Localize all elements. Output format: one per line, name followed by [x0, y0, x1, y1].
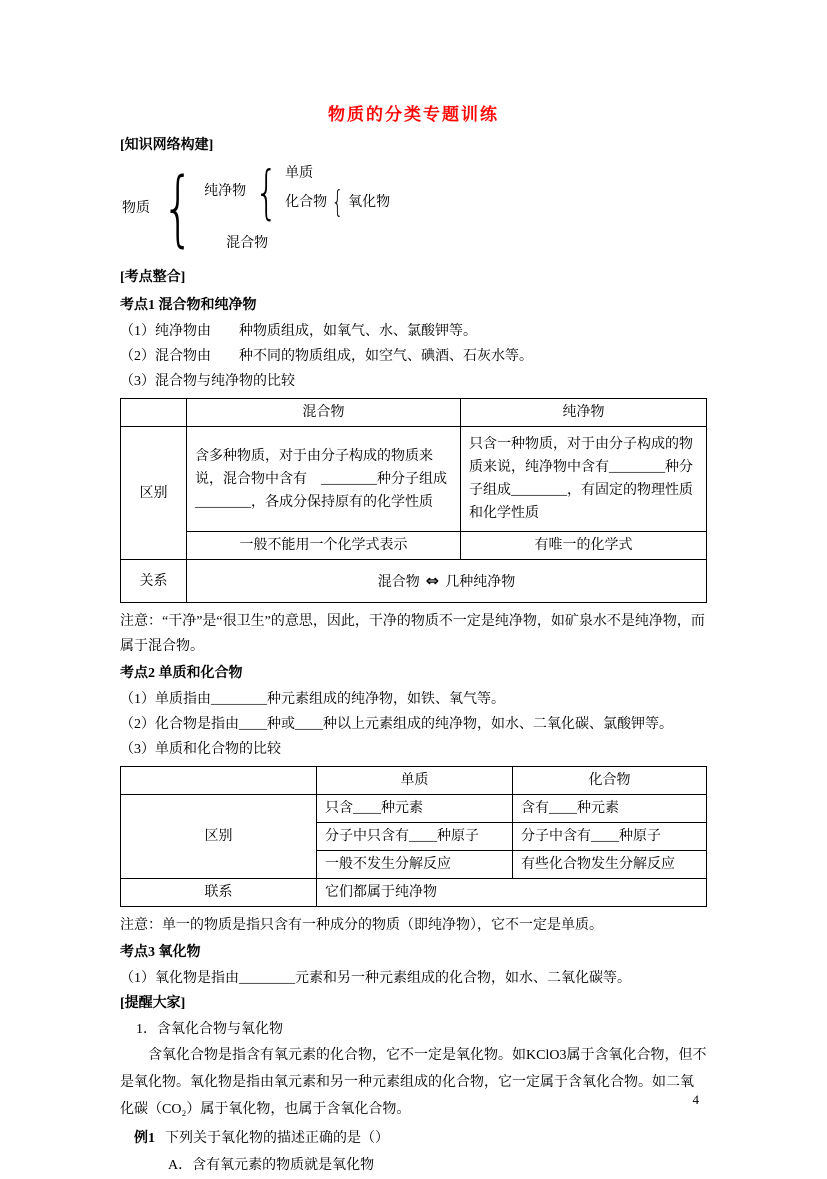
mixture-vs-pure-table — [120, 398, 707, 603]
cell-row3-compound: 有些化合物发生分解反应 — [513, 851, 707, 879]
section-header-key-points: [考点整合] — [120, 270, 186, 285]
table-row — [121, 795, 707, 823]
diagram-row-pure — [204, 158, 391, 226]
header-cell-pure: 纯净物 — [461, 399, 707, 427]
table-row — [121, 427, 707, 532]
node-substance: 物质 — [122, 201, 150, 216]
node-mixture: 混合物 — [226, 236, 269, 251]
table-row — [121, 767, 707, 795]
node-oxide: 氧化物 — [348, 195, 391, 210]
brace-icon: { — [331, 185, 344, 220]
row-label-link: 联系 — [121, 879, 317, 907]
section-header-reminder: [提醒大家] — [120, 996, 186, 1011]
empty-header-cell — [121, 399, 187, 427]
header-cell-mixture: 混合物 — [187, 399, 461, 427]
row-label-distinction: 区别 — [121, 427, 187, 560]
key-point-1-item-3: （3）混合物与纯净物的比较 — [120, 374, 295, 389]
page-number: 4 — [692, 1092, 699, 1107]
brace-icon: { — [255, 158, 279, 226]
empty-header-cell — [121, 767, 317, 795]
header-cell-compound: 化合物 — [513, 767, 707, 795]
key-point-2-item-3: （3）单质和化合物的比较 — [120, 742, 281, 757]
example-1-label: 例1 — [134, 1131, 155, 1146]
page-title: 物质的分类专题训练 — [328, 105, 499, 124]
table-row — [121, 399, 707, 427]
table-row — [121, 879, 707, 907]
key-point-2-title: 考点2 单质和化合物 — [120, 666, 243, 681]
brace-icon: { — [161, 161, 195, 256]
node-element: 单质 — [285, 166, 314, 181]
example-1-line — [134, 1125, 707, 1152]
double-arrow-icon: ⇔ — [425, 570, 440, 590]
diagram-row-compound — [285, 185, 391, 220]
cell-row2-element: 分子中只含有____种原子 — [317, 823, 513, 851]
row-label-relation: 关系 — [121, 560, 187, 603]
section-header-knowledge-network: [知识网络构建] — [120, 138, 214, 153]
node-pure-substance: 纯净物 — [204, 184, 247, 199]
element-vs-compound-table — [120, 766, 707, 907]
cell-formula-pure: 有唯一的化学式 — [461, 532, 707, 560]
header-cell-element: 单质 — [317, 767, 513, 795]
reminder-body-paragraph: 含氧化合物是指含有氧元素的化合物，它不一定是氧化物。如KClO3属于含氧化合物，但不是氧化物。氧化物是指由氧元素和另一种元素组成的化合物，它一定属于含氧化合物。如二氧化碳（CO₂）属于氧化物，也属于含氧化合物。 — [120, 1048, 707, 1117]
row-label-distinction: 区别 — [121, 795, 317, 879]
knowledge-network-diagram — [122, 158, 707, 256]
relation-right-text: 几种纯净物 — [445, 574, 516, 590]
key-point-3-item-1: （1）氧化物是指由________元素和另一种元素组成的化合物，如水、二氧化碳等。 — [120, 971, 631, 986]
key-point-1-item-2: （2）混合物由 种不同的物质组成，如空气、碘酒、石灰水等。 — [120, 349, 533, 364]
node-compound: 化合物 — [285, 195, 328, 210]
reminder-subtitle: 1．含氧化合物与氧化物 — [136, 1022, 283, 1037]
example-1-text: 下列关于氧化物的描述正确的是（） — [165, 1131, 389, 1146]
cell-row2-compound: 分子中含有____种原子 — [513, 823, 707, 851]
cell-formula-mixture: 一般不能用一个化学式表示 — [187, 532, 461, 560]
key-point-2-item-1: （1）单质指由________种元素组成的纯净物，如铁、氧气等。 — [120, 692, 505, 707]
diagram-branch-level2 — [285, 163, 390, 221]
key-point-3-title: 考点3 氧化物 — [120, 945, 201, 960]
note-paragraph-1: 注意：“干净”是“很卫生”的意思，因此，干净的物质不一定是纯净物，如矿泉水不是纯净物，而属于混合物。 — [120, 614, 705, 654]
cell-relation — [187, 560, 707, 603]
table-row — [121, 532, 707, 560]
example-1-option-a: A．含有氧元素的物质就是氧化物 — [168, 1158, 375, 1173]
cell-link: 它们都属于纯净物 — [317, 879, 707, 907]
key-point-1-title: 考点1 混合物和纯净物 — [120, 298, 257, 313]
diagram-branch-level1 — [204, 158, 391, 255]
cell-distinction-mixture: 含多种物质，对于由分子构成的物质来说，混合物中含有 ________种分子组成________，各成分保持原有的化学性质 — [187, 427, 461, 532]
key-point-2-item-2: （2）化合物是指由____种或____种以上元素组成的纯净物，如水、二氧化碳、氯酸钾等。 — [120, 717, 673, 732]
table-row — [121, 560, 707, 603]
key-point-1-item-1: （1）纯净物由 种物质组成，如氧气、水、氯酸钾等。 — [120, 324, 477, 339]
relation-left-text: 混合物 — [377, 574, 420, 590]
cell-row1-element: 只含____种元素 — [317, 795, 513, 823]
note-paragraph-2: 注意：单一的物质是指只含有一种成分的物质（即纯净物），它不一定是单质。 — [120, 918, 603, 933]
cell-row1-compound: 含有____种元素 — [513, 795, 707, 823]
cell-distinction-pure: 只含一种物质，对于由分子构成的物质来说，纯净物中含有________种分子组成________，有固定的物理性质和化学性质 — [461, 427, 707, 532]
cell-row3-element: 一般不发生分解反应 — [317, 851, 513, 879]
